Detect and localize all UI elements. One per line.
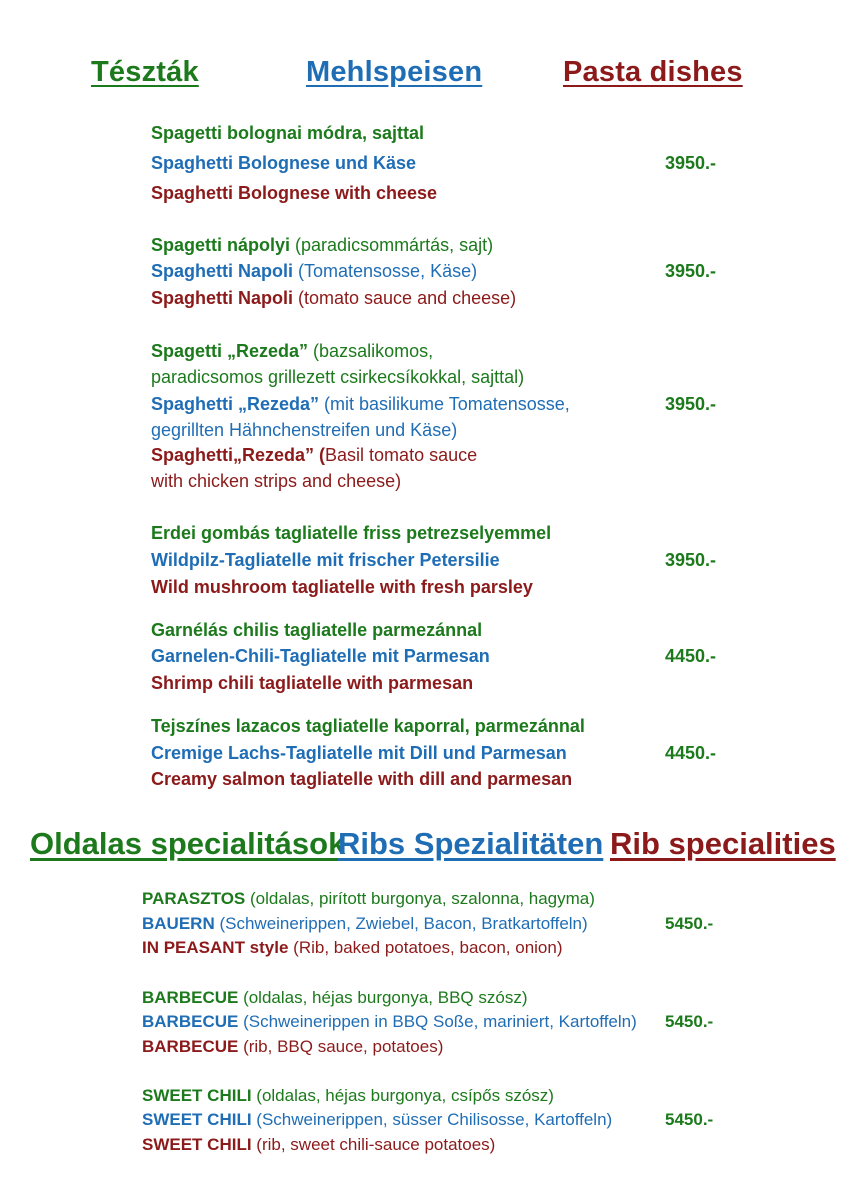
item-price: 3950.-: [665, 261, 717, 281]
item-name-hu: Erdei gombás tagliatelle friss petrezselyemmel: [151, 523, 552, 543]
item-name-hu: BARBECUE (oldalas, héjas burgonya, BBQ szósz): [142, 988, 528, 1007]
header-german: Mehlspeisen: [306, 56, 483, 88]
item-name-hu: Spagetti „Rezeda” (bazsalikomos,: [151, 341, 434, 361]
item-name-en: Spaghetti Bolognese with cheese: [151, 183, 438, 203]
item-name-de: Spaghetti Napoli (Tomatensosse, Käse): [151, 261, 478, 281]
item-name-de: BARBECUE (Schweinerippen in BBQ Soße, mariniert, Kartoffeln): [142, 1012, 637, 1031]
item-price: 5450.-: [665, 1012, 714, 1031]
item-name-hu: Spagetti nápolyi (paradicsommártás, sajt): [151, 235, 494, 255]
item-desc-de: gegrillten Hähnchenstreifen und Käse): [151, 420, 458, 440]
item-name-en: SWEET CHILI (rib, sweet chili-sauce potatoes): [142, 1135, 496, 1154]
item-name-de: BAUERN (Schweinerippen, Zwiebel, Bacon, Bratkartoffeln): [142, 914, 588, 933]
item-desc-en: with chicken strips and cheese): [151, 471, 402, 491]
item-name-en: Wild mushroom tagliatelle with fresh parsley: [151, 577, 533, 597]
item-name-hu: Garnélás chilis tagliatelle parmezánnal: [151, 620, 483, 640]
item-name-en: Spaghetti„Rezeda” (Basil tomato sauce: [151, 445, 478, 465]
item-price: 5450.-: [665, 1110, 714, 1129]
item-price: 4450.-: [665, 646, 717, 666]
item-name-en: IN PEASANT style (Rib, baked potatoes, bacon, onion): [142, 938, 563, 957]
header-hungarian: Tészták: [91, 56, 199, 88]
item-name-hu: Tejszínes lazacos tagliatelle kaporral, parmezánnal: [151, 716, 585, 736]
item-name-en: Creamy salmon tagliatelle with dill and parmesan: [151, 769, 573, 789]
item-price: 5450.-: [665, 914, 714, 933]
item-desc-hu: paradicsomos grillezett csirkecsíkokkal, sajttal): [151, 367, 525, 387]
item-price: 3950.-: [665, 153, 717, 173]
item-name-en: Shrimp chili tagliatelle with parmesan: [151, 673, 474, 693]
item-name-hu: SWEET CHILI (oldalas, héjas burgonya, csípős szósz): [142, 1086, 554, 1105]
item-name-en: BARBECUE (rib, BBQ sauce, potatoes): [142, 1037, 444, 1056]
item-name-hu: PARASZTOS (oldalas, pirított burgonya, szalonna, hagyma): [142, 889, 595, 908]
item-price: 3950.-: [665, 394, 717, 414]
item-name-de: Spaghetti „Rezeda” (mit basilikume Tomatensosse,: [151, 394, 570, 414]
item-price: 4450.-: [665, 743, 717, 763]
item-name-de: SWEET CHILI (Schweinerippen, süsser Chilisosse, Kartoffeln): [142, 1110, 613, 1129]
item-name-de: Wildpilz-Tagliatelle mit frischer Petersilie: [151, 550, 500, 570]
item-name-de: Spaghetti Bolognese und Käse: [151, 153, 417, 173]
ribs-header-hungarian: Oldalas specialitások: [30, 826, 346, 861]
item-name-en: Spaghetti Napoli (tomato sauce and cheese): [151, 288, 517, 308]
item-name-hu: Spagetti bolognai módra, sajttal: [151, 123, 425, 143]
header-english: Pasta dishes: [563, 56, 743, 88]
item-name-de: Garnelen-Chili-Tagliatelle mit Parmesan: [151, 646, 490, 666]
ribs-header-german: Ribs Spezialitäten: [338, 826, 604, 861]
item-name-de: Cremige Lachs-Tagliatelle mit Dill und Parmesan: [151, 743, 567, 763]
item-price: 3950.-: [665, 550, 717, 570]
ribs-header-english: Rib specialities: [610, 826, 836, 861]
